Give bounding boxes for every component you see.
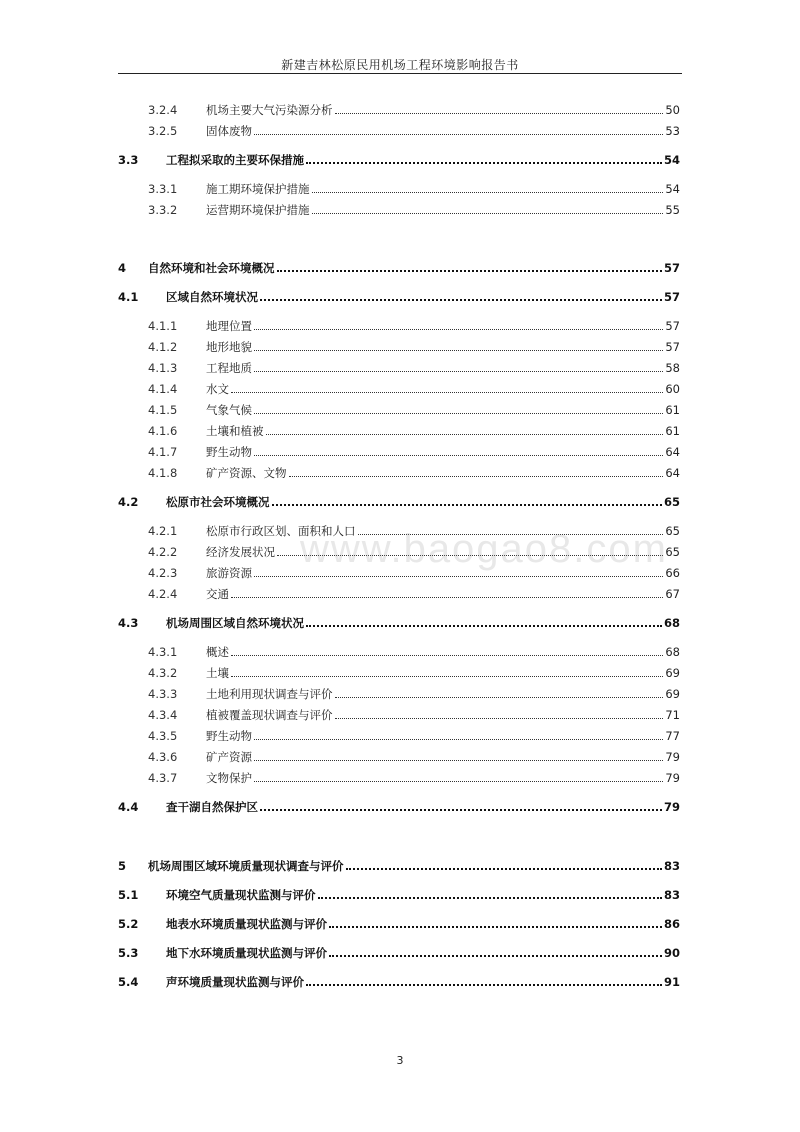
toc-entry-page: 68 (665, 645, 680, 659)
toc-entry-number: 3.2.5 (148, 124, 178, 138)
toc-entry-number: 5.1 (118, 888, 139, 902)
toc-entry-title: 土壤 (206, 666, 229, 680)
toc-entry-title: 固体废物 (206, 124, 252, 138)
toc-dot-leader (260, 299, 662, 301)
toc-dot-leader (306, 162, 662, 164)
toc-dot-leader (254, 371, 663, 372)
toc-entry-title: 松原市社会环境概况 (166, 495, 270, 509)
toc-entry-page: 86 (663, 917, 680, 931)
toc-entry-number: 4.1.7 (148, 445, 178, 459)
toc-entry[interactable] (118, 662, 680, 680)
toc-entry-page: 50 (665, 103, 680, 117)
toc-entry-number: 4.1.4 (148, 382, 178, 396)
toc-entry[interactable] (118, 583, 680, 601)
toc-entry-title: 交通 (206, 587, 229, 601)
toc-entry-number: 3.3 (118, 153, 139, 167)
toc-entry-page: 64 (665, 466, 680, 480)
toc-entry-page: 77 (665, 729, 680, 743)
toc-dot-leader (254, 760, 663, 761)
toc-dot-leader (306, 625, 662, 627)
toc-entry-title: 自然环境和社会环境概况 (148, 261, 275, 275)
toc-entry[interactable] (118, 855, 680, 873)
running-header-title: 新建吉林松原民用机场工程环境影响报告书 (281, 58, 519, 72)
toc-entry-page: 90 (663, 946, 680, 960)
toc-dot-leader (312, 213, 664, 214)
toc-entry[interactable] (118, 942, 680, 960)
toc-entry[interactable] (118, 683, 680, 701)
toc-entry[interactable] (118, 884, 680, 902)
toc-entry-page: 67 (665, 587, 680, 601)
toc-entry-title: 机场主要大气污染源分析 (206, 103, 333, 117)
toc-entry[interactable] (118, 441, 680, 459)
toc-entry-page: 69 (665, 687, 680, 701)
toc-entry-page: 57 (665, 319, 680, 333)
toc-entry-number: 4.1.8 (148, 466, 178, 480)
toc-entry-page: 60 (665, 382, 680, 396)
toc-dot-leader (254, 413, 663, 414)
toc-entry-number: 4.3.1 (148, 645, 178, 659)
toc-entry-page: 64 (665, 445, 680, 459)
header-divider (118, 73, 682, 74)
toc-entry-number: 4.3 (118, 616, 139, 630)
toc-entry-page: 79 (663, 800, 680, 814)
toc-entry[interactable] (118, 286, 680, 304)
watermark: www.baogao8.com (300, 527, 668, 571)
toc-entry-number: 5.3 (118, 946, 139, 960)
toc-dot-leader (254, 134, 663, 135)
toc-entry-number: 4 (118, 261, 127, 275)
toc-entry-number: 3.2.4 (148, 103, 178, 117)
toc-dot-leader (306, 984, 662, 986)
toc-dot-leader (335, 697, 664, 698)
toc-entry-page: 57 (663, 261, 680, 275)
toc-entry-number: 4.3.6 (148, 750, 178, 764)
toc-entry-page: 55 (665, 203, 680, 217)
toc-dot-leader (231, 655, 663, 656)
toc-entry-page: 79 (665, 771, 680, 785)
toc-entry-page: 91 (663, 975, 680, 989)
toc-entry[interactable] (118, 725, 680, 743)
toc-entry-number: 5.4 (118, 975, 139, 989)
toc-entry-page: 83 (663, 888, 680, 902)
toc-entry-title: 水文 (206, 382, 229, 396)
toc-dot-leader (231, 676, 663, 677)
toc-dot-leader (277, 270, 662, 272)
toc-entry[interactable] (118, 99, 680, 117)
toc-entry-page: 68 (663, 616, 680, 630)
toc-entry-number: 4.3.2 (148, 666, 178, 680)
toc-entry[interactable] (118, 357, 680, 375)
toc-entry-title: 地下水环境质量现状监测与评价 (166, 946, 327, 960)
toc-entry[interactable] (118, 378, 680, 396)
toc-entry-title: 声环境质量现状监测与评价 (166, 975, 304, 989)
toc-dot-leader (231, 392, 663, 393)
toc-entry[interactable] (118, 399, 680, 417)
toc-entry-page: 54 (665, 182, 680, 196)
toc-entry-number: 4.1.6 (148, 424, 178, 438)
toc-entry-title: 野生动物 (206, 729, 252, 743)
toc-entry-page: 57 (665, 340, 680, 354)
toc-entry-title: 环境空气质量现状监测与评价 (166, 888, 316, 902)
toc-entry-number: 4.2.4 (148, 587, 178, 601)
toc-entry-number: 4.4 (118, 800, 139, 814)
toc-entry-title: 机场周围区域环境质量现状调查与评价 (148, 859, 344, 873)
toc-dot-leader (335, 113, 664, 114)
toc-entry-number: 5.2 (118, 917, 139, 931)
toc-entry-title: 土地利用现状调查与评价 (206, 687, 333, 701)
toc-entry[interactable] (118, 971, 680, 989)
toc-entry[interactable] (118, 149, 680, 167)
toc-entry-page: 61 (665, 424, 680, 438)
toc-entry[interactable] (118, 704, 680, 722)
toc-entry-number: 4.1.3 (148, 361, 178, 375)
toc-entry-title: 旅游资源 (206, 566, 252, 580)
toc-entry-title: 土壤和植被 (206, 424, 264, 438)
toc-dot-leader (289, 476, 664, 477)
toc-entry[interactable] (118, 612, 680, 630)
toc-entry[interactable] (118, 462, 680, 480)
toc-entry-title: 地表水环境质量现状监测与评价 (166, 917, 327, 931)
toc-entry-page: 71 (665, 708, 680, 722)
toc-dot-leader (254, 455, 663, 456)
toc-entry-title: 野生动物 (206, 445, 252, 459)
toc-entry-page: 65 (663, 495, 680, 509)
toc-entry[interactable] (118, 491, 680, 509)
toc-dot-leader (254, 329, 663, 330)
toc-entry-page: 54 (663, 153, 680, 167)
toc-entry-title: 区域自然环境状况 (166, 290, 258, 304)
toc-entry-number: 4.3.7 (148, 771, 178, 785)
toc-dot-leader (231, 597, 663, 598)
toc-entry-number: 4.3.5 (148, 729, 178, 743)
toc-entry-number: 4.3.4 (148, 708, 178, 722)
toc-entry-number: 4.2.1 (148, 524, 178, 538)
toc-entry-title: 矿产资源、文物 (206, 466, 287, 480)
toc-entry[interactable] (118, 641, 680, 659)
toc-dot-leader (254, 739, 663, 740)
toc-entry-page: 79 (665, 750, 680, 764)
toc-entry-number: 4.2.2 (148, 545, 178, 559)
toc-entry[interactable] (118, 767, 680, 785)
toc-entry-title: 概述 (206, 645, 229, 659)
toc-dot-leader (329, 955, 662, 957)
toc-entry-title: 施工期环境保护措施 (206, 182, 310, 196)
toc-entry-title: 运营期环境保护措施 (206, 203, 310, 217)
toc-entry-title: 工程地质 (206, 361, 252, 375)
toc-entry-title: 工程拟采取的主要环保措施 (166, 153, 304, 167)
toc-entry[interactable] (118, 420, 680, 438)
toc-entry-page: 61 (665, 403, 680, 417)
toc-entry-title: 查干湖自然保护区 (166, 800, 258, 814)
toc-entry-number: 4.2.3 (148, 566, 178, 580)
toc-entry-title: 机场周围区域自然环境状况 (166, 616, 304, 630)
toc-entry[interactable] (118, 746, 680, 764)
toc-entry-number: 4.3.3 (148, 687, 178, 701)
toc-entry-number: 4.1 (118, 290, 139, 304)
toc-dot-leader (254, 576, 663, 577)
toc-entry-title: 经济发展状况 (206, 545, 275, 559)
toc-entry-number: 5 (118, 859, 127, 873)
toc-entry-page: 53 (665, 124, 680, 138)
toc-entry-number: 4.2 (118, 495, 139, 509)
toc-entry-page: 65 (665, 545, 680, 559)
page-number: 3 (396, 1054, 404, 1067)
toc-entry-title: 植被覆盖现状调查与评价 (206, 708, 333, 722)
toc-entry[interactable] (118, 199, 680, 217)
toc-dot-leader (312, 192, 664, 193)
toc-dot-leader (266, 434, 664, 435)
toc-entry-number: 4.1.5 (148, 403, 178, 417)
toc-entry-number: 4.1.1 (148, 319, 178, 333)
toc-entry[interactable] (118, 257, 680, 275)
toc-entry-number: 3.3.2 (148, 203, 178, 217)
toc-dot-leader (254, 350, 663, 351)
toc-entry-title: 气象气候 (206, 403, 252, 417)
toc-dot-leader (254, 781, 663, 782)
toc-entry[interactable] (118, 796, 680, 814)
toc-entry-number: 4.1.2 (148, 340, 178, 354)
toc-entry-title: 地理位置 (206, 319, 252, 333)
toc-entry-title: 地形地貌 (206, 340, 252, 354)
toc-entry[interactable] (118, 336, 680, 354)
toc-dot-leader (318, 897, 662, 899)
toc-entry[interactable] (118, 120, 680, 138)
toc-entry-title: 文物保护 (206, 771, 252, 785)
toc-dot-leader (272, 504, 662, 506)
toc-dot-leader (329, 926, 662, 928)
toc-entry-page: 57 (663, 290, 680, 304)
toc-dot-leader (335, 718, 664, 719)
toc-entry-page: 65 (665, 524, 680, 538)
toc-entry-page: 66 (665, 566, 680, 580)
toc-dot-leader (260, 809, 662, 811)
toc-entry-title: 矿产资源 (206, 750, 252, 764)
toc-entry[interactable] (118, 315, 680, 333)
toc-entry-title: 松原市行政区划、面积和人口 (206, 524, 356, 538)
toc-entry[interactable] (118, 178, 680, 196)
toc-dot-leader (346, 868, 662, 870)
toc-entry-number: 3.3.1 (148, 182, 178, 196)
toc-entry-page: 69 (665, 666, 680, 680)
toc-entry-page: 83 (663, 859, 680, 873)
toc-entry[interactable] (118, 913, 680, 931)
toc-entry-page: 58 (665, 361, 680, 375)
